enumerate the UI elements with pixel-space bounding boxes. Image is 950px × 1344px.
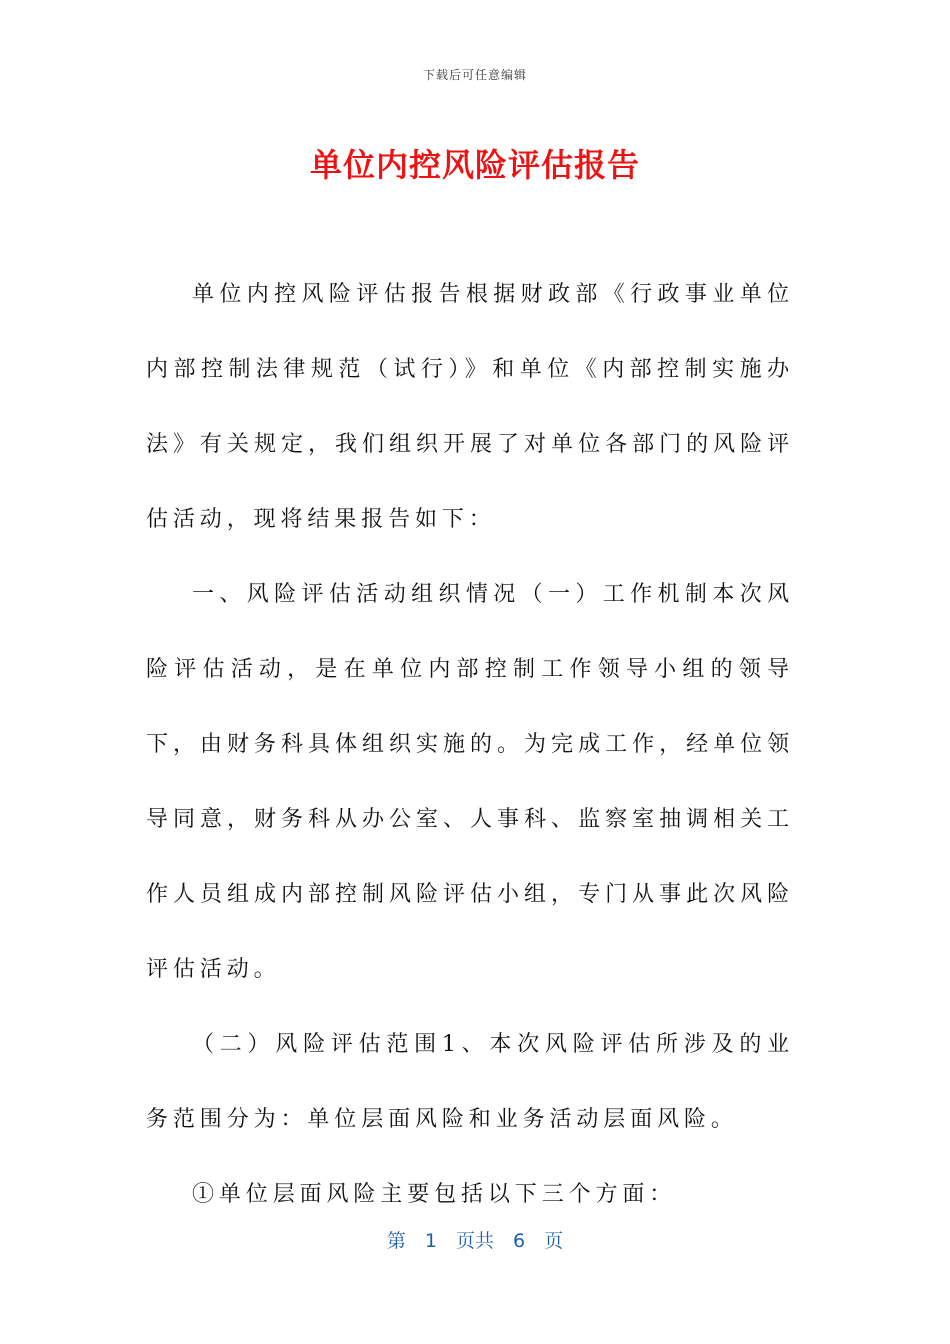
- paragraph-unit-level: ①单位层面风险主要包括以下三个方面：: [192, 1182, 677, 1207]
- page-number-footer: 第 1 页共 6 页: [386, 1230, 564, 1252]
- document-title: 单位内控风险评估报告: [309, 146, 640, 184]
- paragraph-section-one: 一、风险评估活动组织情况（一）工作机制本次风险评估活动，是在单位内部控制工作领导小组的领导下，由财务科具体组织实施的。为完成工作，经单位领导同意，财务科从办公室、人事科、监察室抽调相关工作人员组成内部控制风险评估小组，专门从事此次风险评估活动。: [146, 582, 794, 982]
- paragraph-intro: 单位内控风险评估报告根据财政部《行政事业单位内部控制法律规范（试行）》和单位《内部控制实施办法》有关规定，我们组织开展了对单位各部门的风险评估活动，现将结果报告如下：: [146, 282, 794, 532]
- header-note: 下载后可任意编辑: [422, 68, 527, 82]
- document-body: [146, 257, 794, 1232]
- paragraph-scope: （二）风险评估范围1、本次风险评估所涉及的业务范围分为：单位层面风险和业务活动层面风险。: [146, 1032, 794, 1132]
